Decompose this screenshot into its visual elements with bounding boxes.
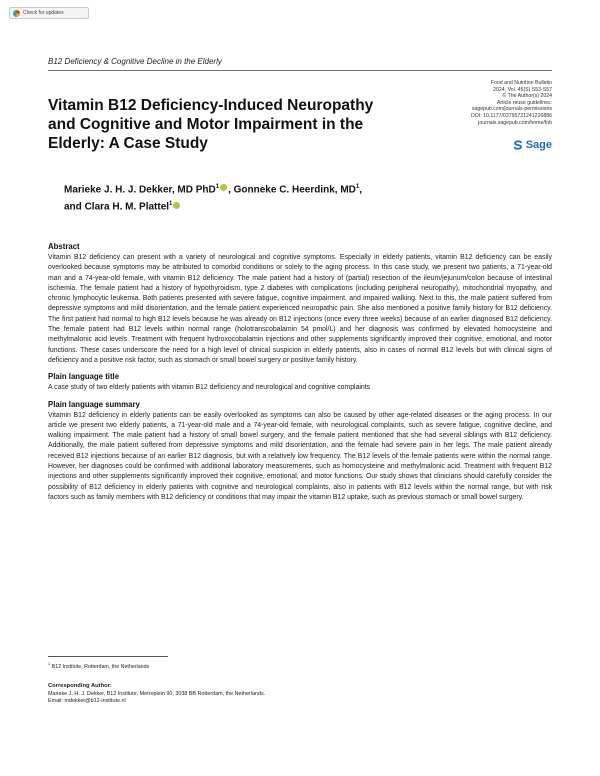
author-and: and bbox=[64, 201, 82, 213]
journal-home-link[interactable]: journals.sagepub.com/home/fnb bbox=[478, 119, 552, 126]
corresponding-address: Marieke J. H. J. Dekker, B12 Institute, Metroplein 90, 3038 BB Rotterdam, the Netherlands. bbox=[48, 690, 266, 697]
header-rule bbox=[48, 70, 552, 71]
journal-reuse: Article reuse guidelines: bbox=[496, 99, 552, 106]
running-head: B12 Deficiency & Cognitive Decline in the Elderly bbox=[48, 57, 222, 66]
journal-volume: 2024, Vol. 45(S) S53-S57 bbox=[493, 86, 552, 93]
plain-title-section bbox=[48, 372, 552, 393]
plain-summary-section bbox=[48, 400, 552, 504]
check-for-updates-badge[interactable] bbox=[9, 7, 89, 19]
abstract-heading: Abstract bbox=[48, 242, 80, 251]
orcid-icon[interactable] bbox=[173, 202, 180, 209]
author-1-affiliation: 1 bbox=[215, 184, 220, 190]
author-2: Gonneke C. Heerdink, MD bbox=[233, 184, 356, 196]
plain-title-heading: Plain language title bbox=[48, 372, 120, 382]
plain-title-text: A case study of two elderly patients with vitamin B12 deficiency and neurological and cognitive complaints bbox=[48, 384, 371, 392]
orcid-icon[interactable] bbox=[220, 184, 227, 191]
journal-doi[interactable]: DOI: 10.1177/03795721241226886 bbox=[471, 112, 552, 119]
check-updates-icon bbox=[13, 10, 20, 17]
abstract-text: Vitamin B12 deficiency can present with a variety of neurological and cognitive symptoms. Especially in elderly patients, vitamin B12 deficiency can be easily overlooked because symptoms may be attributed to comorbid conditions or solely to the aging process. In this case study, we present two patients, a 71-year-old man and a 74-year-old female, with vitamin B12 deficiency. The male patient had a history of (partial) resection of the ileum/jejunum/colon because of intestinal ischemia. The female patient had a history of hypothyroidism, type 2 diabetes with complications (including peripheral neuropathy), mitochondrial myopathy, and chronic lymphocytic leukemia. Both patients presented with severe fatigue, cognitive impairment, and impaired walking. Next to this, the male patient suffered from depressive symptoms and mild disorientation, and the female patient experienced neuropathic pain. She also mentioned a positive family history for B12 deficiency. The first patient had normal to high B12 levels because he was already on B12 injections (once every three weeks) because of an earlier diagnosed B12 deficiency. The female patient had B12 levels within normal range (holotranscobalamin 54 pmol/L) and her diagnosis was confirmed by elevated homocysteine and methylmalonic acid levels. Treatment with frequent hydroxocobalamin injections and other supplements significantly improved their cognitive, emotional, and motor functions. These cases underscore the need for a high level of clinical suspicion in elderly patients, also in cases of normal B12 levels but with clinical signs of deficiency and a positive risk factor, such as stomach or small bowel surgery or positive family history. bbox=[48, 254, 552, 364]
footnote-marker: 1 bbox=[48, 661, 51, 666]
publisher-name: Sage bbox=[525, 139, 552, 151]
check-updates-label: Check for updates bbox=[23, 10, 64, 16]
corresponding-heading: Corresponding Author: bbox=[48, 683, 112, 689]
author-2-affiliation: 1 bbox=[355, 184, 360, 190]
journal-meta bbox=[422, 80, 552, 126]
corresponding-email[interactable]: Email: mdekker@b12-institute.nl bbox=[48, 698, 126, 705]
article-title: Vitamin B12 Deficiency-Induced Neuropathy and Cognitive and Motor Impairment in the Elderly: A Case Study bbox=[48, 97, 374, 152]
author-separator: , bbox=[228, 184, 231, 196]
publisher-logo bbox=[513, 139, 552, 151]
article-body bbox=[48, 242, 552, 509]
corresponding-author bbox=[48, 683, 265, 706]
journal-permissions-link[interactable]: sagepub.com/journals-permissions bbox=[471, 106, 552, 113]
footnote-rule bbox=[48, 656, 168, 657]
author-1: Marieke J. H. J. Dekker, MD PhD bbox=[64, 184, 216, 196]
journal-copyright: © The Author(s) 2024 bbox=[502, 93, 552, 100]
author-separator: , bbox=[359, 184, 363, 196]
journal-name: Food and Nutrition Bulletin bbox=[490, 80, 552, 86]
abstract-section bbox=[48, 242, 552, 366]
author-3: Clara H. M. Plattel bbox=[84, 201, 170, 213]
footnote-text: B12 Institute, Rotterdam, the Netherlands bbox=[51, 663, 150, 670]
plain-summary-heading: Plain language summary bbox=[48, 399, 140, 409]
author-3-affiliation: 1 bbox=[169, 201, 173, 208]
plain-summary-text: Vitamin B12 deficiency in elderly patients can be easily overlooked as symptoms can also be caused by other age-related diseases or the aging process. In our article we present two elderly patients, a 71-year-old male and a 74-year-old female, with neurological complaints, such as severe fatigue, cognitive decline, and walking impairment. The male patient had a history of small bowel surgery, and the female patient mentioned that she had several siblings with B12 deficiency. Additionally, the male patient suffered from depressive symptoms and mild disorientation, and the female had severe pain in her legs. The male patient already received B12 injections because of an earlier B12 diagnosis, but with a relatively low frequency. The B12 levels of the female patients were within the normal range. However, her diagnoses could be confirmed with additional laboratory measurements, such as homocysteine and methylmalonic acid. Treatment with frequent B12 injections and other supplements significantly improved their cognitive, emotional, and motor functions. Our study shows that clinicians should carefully consider the possibility of B12 deficiency in elderly patients with cognitive and neurological complaints, also in patients with B12 levels within the normal range, but with risk factors such as family members with B12 deficiency or conditions that may impair the vitamin B12 uptake, such as previous stomach or small bowel surgery. bbox=[48, 411, 552, 501]
affiliation-footnote bbox=[48, 661, 149, 670]
author-list bbox=[64, 180, 424, 215]
sage-logo-icon bbox=[513, 140, 523, 150]
